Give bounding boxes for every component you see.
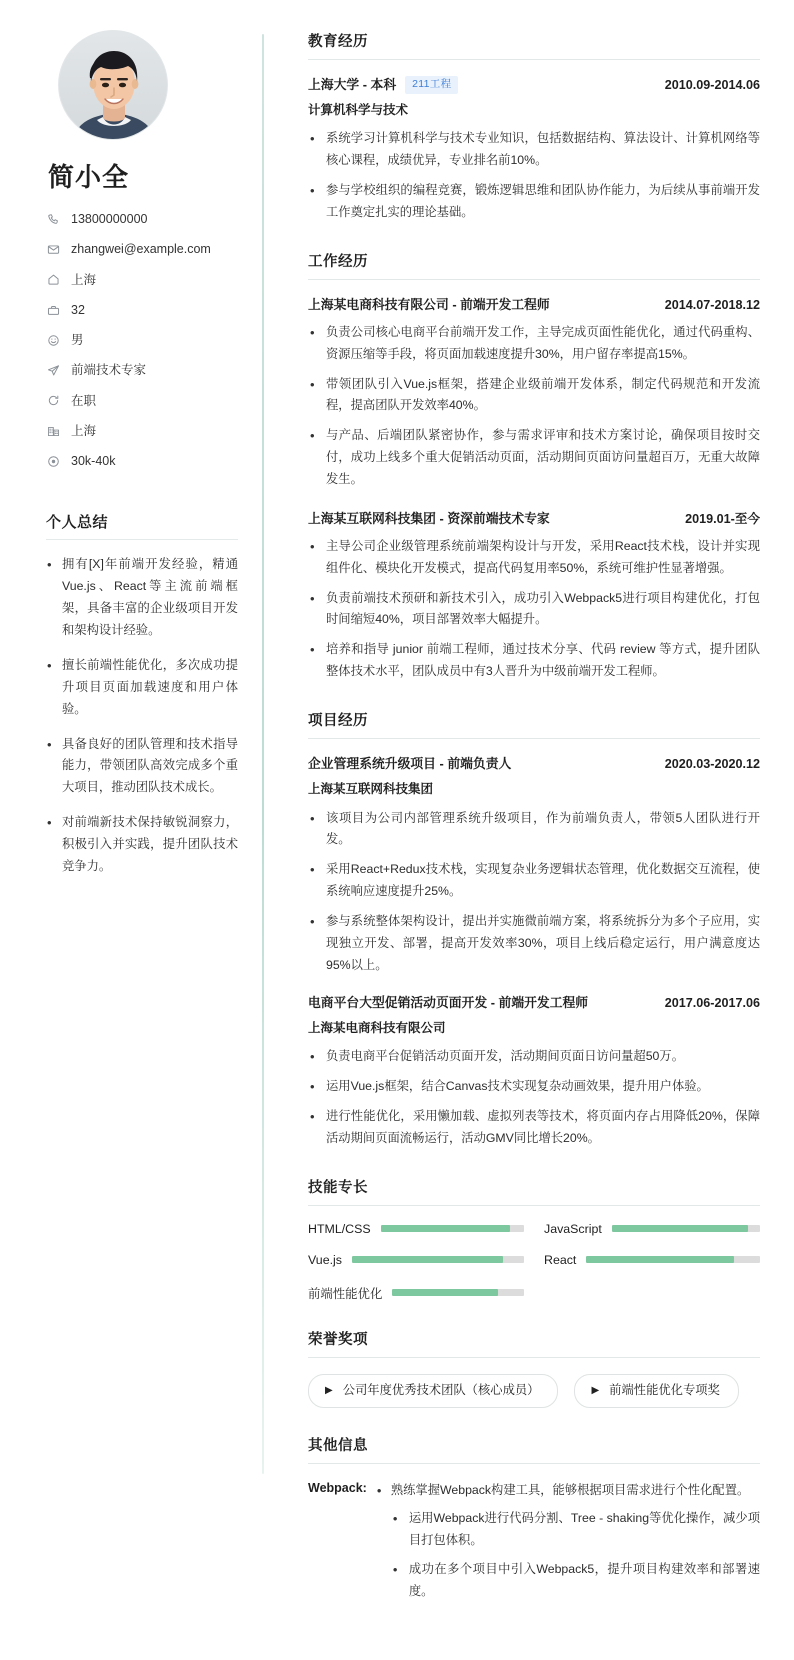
list-item: • 成功在多个项目中引入Webpack5，提升项目构建效率和部署速度。 bbox=[377, 1559, 760, 1603]
skill-label: JavaScript bbox=[544, 1221, 602, 1236]
entry-date: 2010.09-2014.06 bbox=[664, 78, 760, 92]
bullet-list bbox=[308, 536, 760, 683]
other-body bbox=[377, 1480, 760, 1610]
contact-age bbox=[46, 302, 238, 318]
skill-progress-track bbox=[612, 1225, 760, 1232]
list-item: • 带领团队引入Vue.js框架，搭建企业级前端开发体系，制定代码规范和开发流程，提高团队开发效率40%。 bbox=[308, 374, 760, 418]
list-item: • 拥有[X]年前端开发经验，精通Vue.js、React等主流前端框架，具备丰富的企业级项目开发和架构设计经验。 bbox=[46, 554, 238, 642]
skill-progress-fill bbox=[352, 1256, 503, 1263]
list-item: • 主导公司企业级管理系统前端架构设计与开发，采用React技术栈，设计并实现组件化、模块化开发模式，提高代码复用率50%，系统可维护性显著增强。 bbox=[308, 536, 760, 580]
education-entry bbox=[308, 76, 760, 224]
skill-item bbox=[544, 1253, 760, 1267]
honors-section bbox=[308, 1328, 760, 1408]
bullet-list bbox=[308, 322, 760, 491]
home-icon bbox=[46, 273, 60, 287]
entry-title: 上海某互联网科技集团 - 资深前端技术专家 bbox=[308, 510, 550, 526]
bullet-list bbox=[308, 128, 760, 224]
bullet-list bbox=[308, 1046, 760, 1150]
skills-section bbox=[308, 1176, 760, 1302]
skill-label: 前端性能优化 bbox=[308, 1286, 383, 1301]
list-item: • 擅长前端性能优化，多次成功提升项目页面加载速度和用户体验。 bbox=[46, 655, 238, 721]
list-item: • 运用Vue.js框架，结合Canvas技术实现复杂动画效果，提升用户体验。 bbox=[308, 1076, 760, 1098]
list-item: • 该项目为公司内部管理系统升级项目，作为前端负责人，带领5人团队进行开发。 bbox=[308, 808, 760, 852]
sidebar bbox=[0, 22, 264, 1660]
skill-label: Vue.js bbox=[308, 1252, 342, 1267]
main-content bbox=[264, 22, 794, 1660]
summary-heading: 个人总结 bbox=[46, 511, 238, 540]
avatar-photo bbox=[58, 30, 168, 140]
list-item: • 进行性能优化，采用懒加载、虚拟列表等技术，将页面内存占用降低20%，保障活动期间页面流畅运行，活动GMV同比增长20%。 bbox=[308, 1106, 760, 1150]
list-item: • 参与系统整体架构设计，提出并实施微前端方案，将系统拆分为多个子应用，实现独立开发、部署，提高开发效率30%，项目上线后稳定运行，用户满意度达95%以上。 bbox=[308, 911, 760, 977]
entry-header bbox=[308, 994, 760, 1012]
list-item: • 对前端新技术保持敏锐洞察力，积极引入并实践，提升团队技术竞争力。 bbox=[46, 812, 238, 878]
entry-date: 2014.07-2018.12 bbox=[664, 297, 760, 312]
entry-title: 电商平台大型促销活动页面开发 - 前端开发工程师 bbox=[308, 994, 589, 1010]
honor-list bbox=[308, 1374, 760, 1408]
projects-heading: 项目经历 bbox=[308, 709, 760, 739]
skill-progress-track bbox=[586, 1256, 760, 1263]
entry-header bbox=[308, 296, 760, 314]
contact-value: 上海 bbox=[71, 423, 97, 438]
contact-phone bbox=[46, 211, 238, 227]
contact-position bbox=[46, 362, 238, 378]
contact-value: 上海 bbox=[71, 272, 97, 287]
list-item: • 参与学校组织的编程竞赛，锻炼逻辑思维和团队协作能力，为后续从事前端开发工作奠定扎实的理论基础。 bbox=[308, 180, 760, 224]
user-photo-icon bbox=[59, 31, 168, 140]
contact-value: 前端技术专家 bbox=[71, 363, 147, 378]
status-badge: 211工程 bbox=[405, 76, 458, 94]
list-item: • 与产品、后端团队紧密协作，参与需求评审和技术方案讨论，确保项目按时交付，成功上线多个重大促销活动页面，活动期间页面访问量超百万，无重大故障发生。 bbox=[308, 425, 760, 491]
list-item: • 负责前端技术预研和新技术引入，成功引入Webpack5进行项目构建优化，打包时间缩短40%，项目部署效率大幅提升。 bbox=[308, 588, 760, 632]
summary-section bbox=[46, 511, 238, 877]
contact-status bbox=[46, 393, 238, 409]
target-icon bbox=[46, 454, 60, 468]
entry-header bbox=[308, 755, 760, 773]
project-entry bbox=[308, 994, 760, 1150]
avatar bbox=[58, 30, 168, 140]
entry-date: 2017.06-2017.06 bbox=[664, 995, 760, 1010]
phone-icon bbox=[46, 212, 60, 226]
skill-item bbox=[308, 1253, 524, 1267]
entry-date: 2020.03-2020.12 bbox=[664, 757, 760, 772]
entry-header bbox=[308, 508, 760, 528]
skill-item bbox=[544, 1222, 760, 1236]
summary-list bbox=[46, 554, 238, 877]
contact-salary bbox=[46, 453, 238, 469]
other-section bbox=[308, 1434, 760, 1610]
contact-gender bbox=[46, 332, 238, 348]
entry-title: 企业管理系统升级项目 - 前端负责人 bbox=[308, 756, 512, 772]
education-section bbox=[308, 30, 760, 224]
contact-value: zhangwei@example.com bbox=[71, 242, 211, 257]
briefcase-icon bbox=[46, 303, 60, 317]
envelope-icon bbox=[46, 243, 60, 257]
contact-value: 男 bbox=[71, 333, 84, 348]
contact-value: 13800000000 bbox=[71, 212, 148, 227]
bullet-list bbox=[308, 808, 760, 977]
honor-label: 公司年度优秀技术团队（核心成员） bbox=[342, 1382, 540, 1397]
contact-location bbox=[46, 272, 238, 288]
skill-progress-track bbox=[352, 1256, 524, 1263]
entry-date: 2019.01-至今 bbox=[685, 511, 760, 526]
skill-item bbox=[308, 1222, 524, 1236]
page-title: 简小全 bbox=[48, 162, 130, 192]
project-entry bbox=[308, 755, 760, 977]
skill-progress-fill bbox=[392, 1289, 497, 1296]
list-item: • 采用React+Redux技术栈，实现复杂业务逻辑状态管理，优化数据交互流程，使系统响应速度提升25%。 bbox=[308, 859, 760, 903]
honor-chip[interactable] bbox=[574, 1374, 738, 1408]
list-item: • 具备良好的团队管理和技术指导能力，带领团队高效完成多个重大项目，推动团队技术成长。 bbox=[46, 734, 238, 800]
contact-value: 32 bbox=[71, 302, 85, 317]
skill-progress-fill bbox=[381, 1225, 510, 1232]
paper-plane-icon bbox=[46, 364, 60, 378]
major-name: 计算机科学与技术 bbox=[308, 102, 409, 117]
face-icon bbox=[46, 333, 60, 347]
building-icon bbox=[46, 424, 60, 438]
entry-header bbox=[308, 76, 760, 94]
skill-progress-track bbox=[381, 1225, 524, 1232]
skill-grid bbox=[308, 1222, 760, 1302]
work-entry bbox=[308, 296, 760, 491]
list-item: • 系统学习计算机科学与技术专业知识，包括数据结构、算法设计、计算机网络等核心课程，成绩优异，专业排名前10%。 bbox=[308, 128, 760, 172]
contact-value: 在职 bbox=[71, 393, 97, 408]
company-name: 上海某互联网科技集团 bbox=[308, 782, 434, 796]
skill-label: HTML/CSS bbox=[308, 1221, 371, 1236]
play-triangle-icon: ▶ bbox=[591, 1384, 600, 1396]
list-item: • 负责电商平台促销活动页面开发，活动期间页面日访问量超50万。 bbox=[308, 1046, 760, 1068]
skill-progress-fill bbox=[612, 1225, 748, 1232]
contact-value: 30k-40k bbox=[71, 454, 116, 469]
entry-title bbox=[308, 76, 458, 94]
work-entry bbox=[308, 508, 760, 683]
other-label: Webpack: bbox=[308, 1480, 367, 1495]
school-name: 上海大学 - 本科 bbox=[308, 77, 397, 92]
contact-city bbox=[46, 423, 238, 439]
work-section bbox=[308, 250, 760, 683]
honors-heading: 荣誉奖项 bbox=[308, 1328, 760, 1358]
contact-list bbox=[46, 211, 238, 469]
skill-progress-track bbox=[392, 1289, 524, 1296]
list-item: • 熟练掌握Webpack构建工具，能够根据项目需求进行个性化配置。 bbox=[377, 1480, 760, 1502]
skill-item bbox=[308, 1284, 524, 1302]
bullet-list bbox=[377, 1480, 760, 1603]
skills-heading: 技能专长 bbox=[308, 1176, 760, 1206]
list-item: • 运用Webpack进行代码分割、Tree - shaking等优化操作，减少项目打包体积。 bbox=[377, 1508, 760, 1552]
list-item: • 负责公司核心电商平台前端开发工作，主导完成页面性能优化，通过代码重构、资源压缩等手段，将页面加载速度提升30%，用户留存率提高15%。 bbox=[308, 322, 760, 366]
honor-label: 前端性能优化专项奖 bbox=[609, 1382, 720, 1397]
projects-section bbox=[308, 709, 760, 1149]
skill-label: React bbox=[544, 1252, 577, 1267]
work-heading: 工作经历 bbox=[308, 250, 760, 280]
other-row bbox=[308, 1480, 760, 1610]
play-triangle-icon: ▶ bbox=[325, 1384, 333, 1396]
contact-email bbox=[46, 241, 238, 257]
other-heading: 其他信息 bbox=[308, 1434, 760, 1464]
skill-progress-fill bbox=[586, 1256, 734, 1263]
education-heading: 教育经历 bbox=[308, 30, 760, 60]
entry-title: 上海某电商科技有限公司 - 前端开发工程师 bbox=[308, 296, 550, 312]
company-name: 上海某电商科技有限公司 bbox=[308, 1020, 446, 1035]
list-item: • 培养和指导 junior 前端工程师，通过技术分享、代码 review 等方式，提升团队整体技术水平，团队成员中有3人晋升为中级前端开发工程师。 bbox=[308, 639, 760, 683]
refresh-icon bbox=[46, 394, 60, 408]
honor-chip[interactable] bbox=[308, 1374, 558, 1408]
